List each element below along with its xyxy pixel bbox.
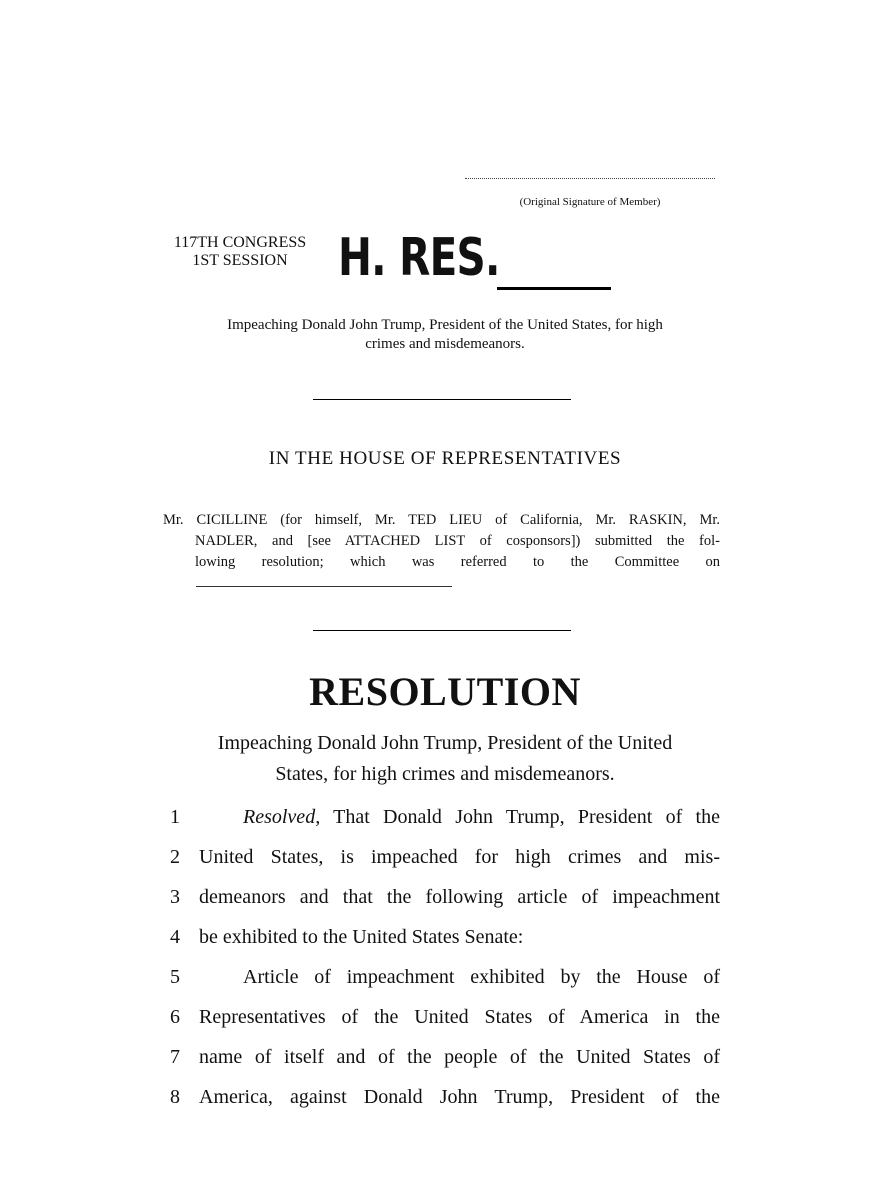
body-line: United States, is impeached for high crimes and mis- (199, 846, 720, 868)
body-line: Article of impeachment exhibited by the House of (243, 966, 720, 988)
congress-session-block (150, 234, 330, 270)
line-number: 5 (170, 966, 180, 988)
body-line (199, 806, 720, 829)
resolution-title-line: States, for high crimes and misdemeanors. (275, 763, 615, 785)
chamber-heading: IN THE HOUSE OF REPRESENTATIVES (268, 448, 622, 469)
resolution-title (150, 728, 740, 790)
sponsor-line: NADLER, and [see ATTACHED LIST of cosponsors]) submitted the fol- (195, 533, 720, 549)
bill-number-blank (497, 287, 611, 290)
body-line: Representatives of the United States of America in the (199, 1006, 720, 1028)
committee-blank-line (196, 586, 452, 587)
line-number: 2 (170, 846, 180, 868)
bill-type: H. RES. (338, 228, 500, 288)
signature-label: (Original Signature of Member) (519, 196, 661, 208)
short-title-line: Impeaching Donald John Trump, President of the United States, for high (227, 317, 663, 333)
line-number: 3 (170, 886, 180, 908)
divider-rule (313, 399, 571, 400)
short-title-line: crimes and misdemeanors. (365, 336, 525, 352)
line-number: 7 (170, 1046, 180, 1068)
congress-number: 117TH CONGRESS (173, 234, 307, 251)
sponsor-line: Mr. CICILLINE (for himself, Mr. TED LIEU of California, Mr. RASKIN, Mr. (163, 512, 720, 528)
body-line-text: That Donald John Trump, President of the (320, 806, 720, 828)
body-line: demeanors and that the following article of impeachment (199, 886, 720, 908)
sponsor-line: lowing resolution; which was referred to the Committee on (195, 554, 720, 570)
body-line: be exhibited to the United States Senate: (199, 926, 524, 948)
body-line: America, against Donald John Trump, President of the (199, 1086, 720, 1108)
divider-rule (313, 630, 571, 631)
line-number: 6 (170, 1006, 180, 1028)
body-line: name of itself and of the people of the United States of (199, 1046, 720, 1068)
line-number: 8 (170, 1086, 180, 1108)
session-label: 1ST SESSION (192, 252, 288, 269)
signature-line (465, 178, 715, 179)
line-number: 4 (170, 926, 180, 948)
line-number: 1 (170, 806, 180, 828)
short-title (150, 316, 740, 354)
resolution-heading: RESOLUTION (309, 669, 581, 714)
resolution-title-line: Impeaching Donald John Trump, President of the United (217, 732, 673, 754)
resolved-word: Resolved, (243, 806, 321, 828)
sponsor-paragraph (163, 510, 720, 573)
